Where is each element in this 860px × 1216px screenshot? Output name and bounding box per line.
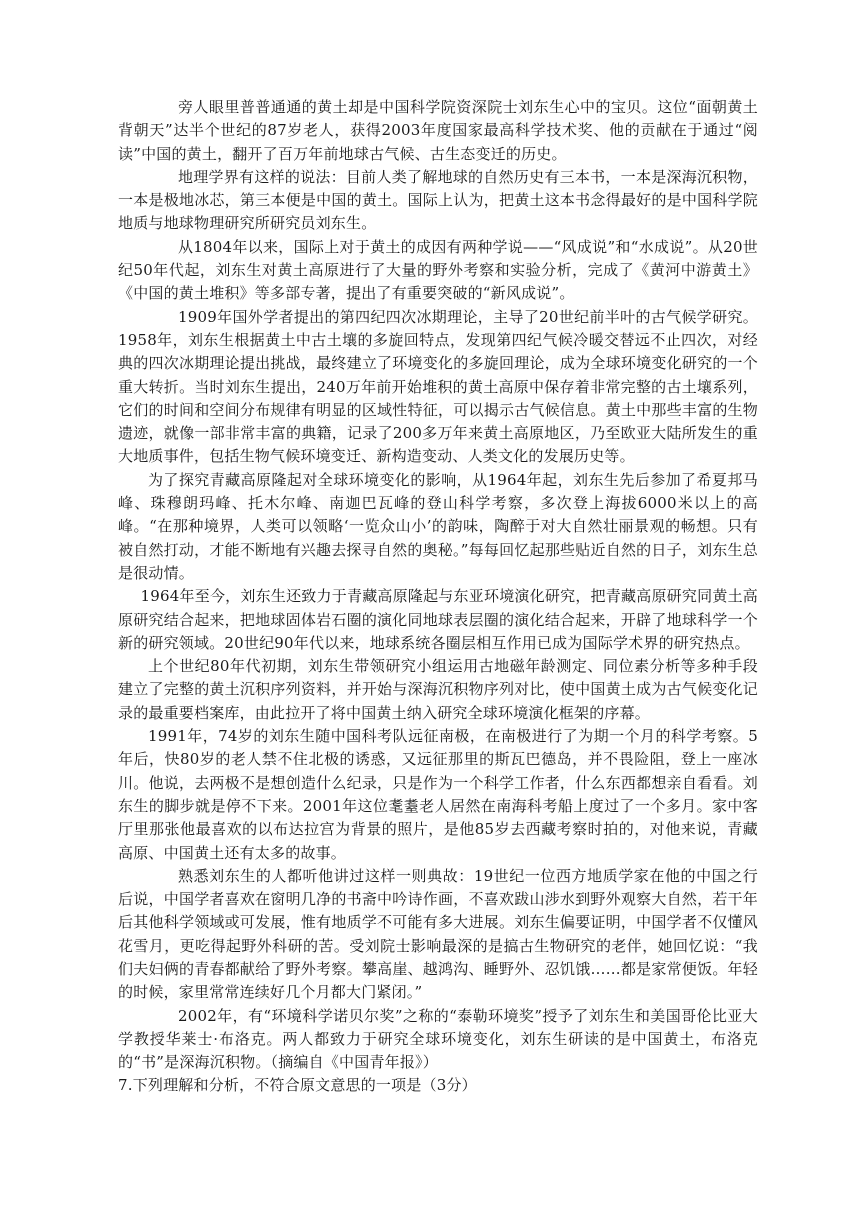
paragraph-3: 从1804年以来，国际上对于黄土的成因有两种学说——“风成说”和“水成说”。从20世纪50年代起，刘东生对黄土高原进行了大量的野外考察和实验分析，完成了《黄河中游黄土》《中国的黄土堆积》等多部专著，提出了有重要突破的“新风成说”。 bbox=[118, 237, 758, 303]
paragraph-10: 2002年，有“环境科学诺贝尔奖”之称的“泰勒环境奖”授予了刘东生和美国哥伦比亚大学教授华莱士·布洛克。两人都致力于研究全球环境变化，刘东生研读的是中国黄土，布洛克的“书”是深海沉积物。（摘编自《中国青年报》） bbox=[118, 1006, 758, 1072]
paragraph-6: 1964年至今，刘东生还致力于青藏高原隆起与东亚环境演化研究，把青藏高原研究同黄土高原研究结合起来，把地球固体岩石圈的演化同地球表层圈的演化结合起来，开辟了地球科学一个新的研究领域。20世纪90年代以来，地球系统各圈层相互作用已成为国际学术界的研究热点。 bbox=[118, 587, 758, 652]
paragraph-4: 1909年国外学者提出的第四纪四次冰期理论，主导了20世纪前半叶的古气候学研究。1958年，刘东生根据黄土中古土壤的多旋回特点，发现第四纪气候冷暖交替远不止四次，对经典的四次冰期理论提出挑战，最终建立了环境变化的多旋回理论，成为全球环境变化研究的一个重大转折。当时刘东生提出，240万年前开始堆积的黄土高原中保存着非常完整的古土壤系列，它们的时间和空间分布规律有明显的区域性特征，可以揭示古气候信息。黄土中那些丰富的生物遗迹，就像一部非常丰富的典籍，记录了200多万年来黄土高原地区，乃至欧亚大陆所发生的重大地质事件，包括生物气候环境变迁、新构造变动、人类文化的发展历史等。 bbox=[118, 307, 758, 466]
paragraph-8: 1991年，74岁的刘东生随中国科考队远征南极，在南极进行了为期一个月的科学考察。5年后，快80岁的老人禁不住北极的诱惑，又远征那里的斯瓦巴德岛，并不畏险阻，登上一座冰川。他说，去两极不是想创造什么纪录，只是作为一个科学工作者，什么东西都想亲自看看。刘东生的脚步就是停不下来。2001年这位耄耋老人居然在南海科考船上度过了一个多月。家中客厅里那张他最喜欢的以布达拉宫为背景的照片，是他85岁去西藏考察时拍的，对他来说，青藏高原、中国黄土还有太多的故事。 bbox=[118, 727, 758, 862]
paragraph-2: 地理学界有这样的说法：目前人类了解地球的自然历史有三本书，一本是深海沉积物，一本是极地冰芯，第三本便是中国的黄土。国际上认为，把黄土这本书念得最好的是中国科学院地质与地球物理研究所研究员刘东生。 bbox=[118, 167, 758, 233]
paragraph-7: 上个世纪80年代初期，刘东生带领研究小组运用古地磁年龄测定、同位素分析等多种手段建立了完整的黄土沉积序列资料，并开始与深海沉积物序列对比，使中国黄土成为古气候变化记录的最重要档案库，由此拉开了将中国黄土纳入研究全球环境演化框架的序幕。 bbox=[118, 657, 758, 722]
question-7: 7.下列理解和分析，不符合原文意思的一项是（3分） bbox=[118, 1076, 477, 1095]
paragraph-9: 熟悉刘东生的人都听他讲过这样一则典故：19世纪一位西方地质学家在他的中国之行后说，中国学者喜欢在窗明几净的书斋中吟诗作画，不喜欢跋山涉水到野外观察大自然，若干年后其他科学领域或可发展，惟有地质学不可能有多大进展。刘东生偏要证明，中国学者不仅懂风花雪月，更吃得起野外科研的苦。受刘院士影响最深的是搞古生物研究的老伴，她回忆说：“我们夫妇俩的青春都献给了野外考察。攀高崖、越鸿沟、睡野外、忍饥饿……都是家常便饭。年轻的时候，家里常常连续好几个月都大门紧闭。” bbox=[118, 866, 758, 1002]
article-body bbox=[118, 96, 758, 1098]
paragraph-5: 为了探究青藏高原隆起对全球环境变化的影响，从1964年起，刘东生先后参加了希夏邦马峰、珠穆朗玛峰、托木尔峰、南迦巴瓦峰的登山科学考察，多次登上海拔6000米以上的高峰。“在那种境界，人类可以领略‘一览众山小’的韵味，陶醉于对大自然壮丽景观的畅想。只有被自然打动，才能不断地有兴趣去探寻自然的奥秘。”每每回忆起那些贴近自然的日子，刘东生总是很动情。 bbox=[118, 470, 758, 582]
paragraph-1: 旁人眼里普普通通的黄土却是中国科学院资深院士刘东生心中的宝贝。这位“面朝黄土背朝天”达半个世纪的87岁老人，获得2003年度国家最高科学技术奖、他的贡献在于通过“阅读”中国的黄土，翻开了百万年前地球古气候、古生态变迁的历史。 bbox=[118, 98, 758, 163]
